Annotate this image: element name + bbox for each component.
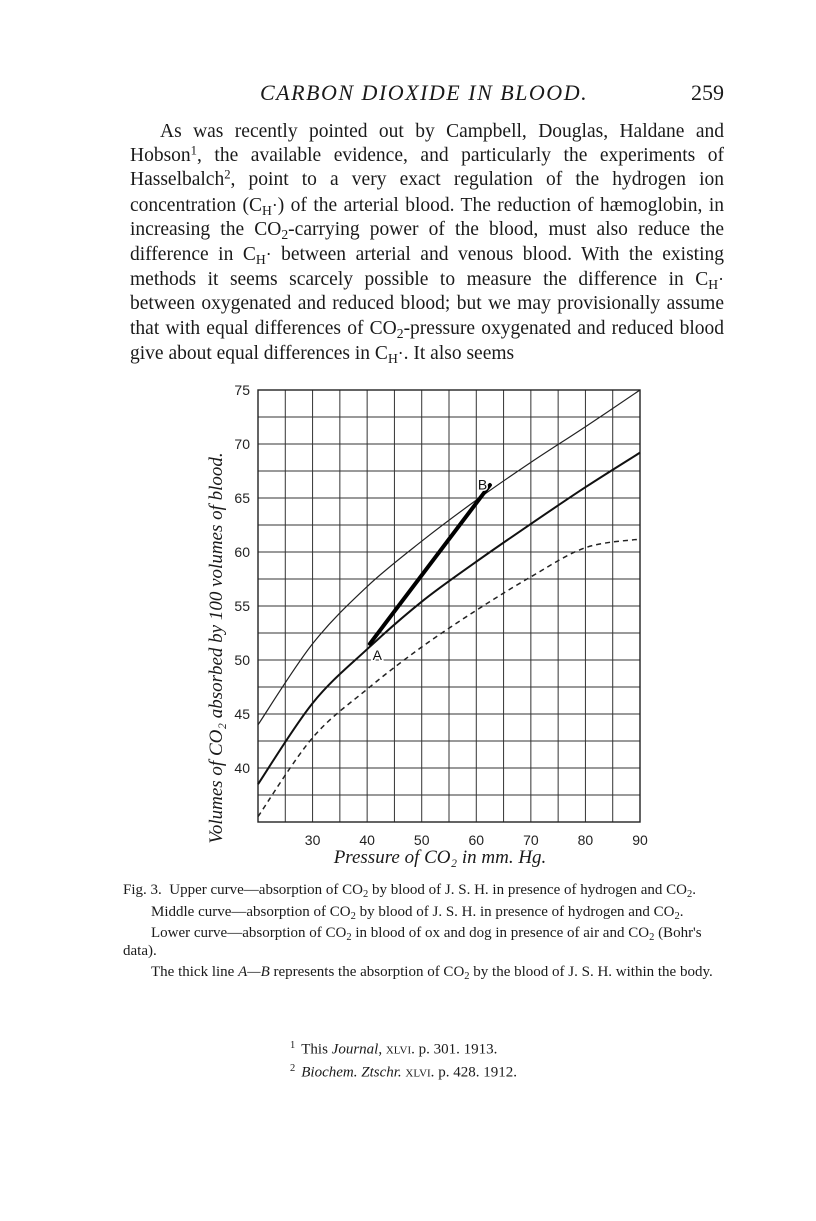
figure-3-chart xyxy=(180,370,660,880)
y-tick-label: 50 xyxy=(234,652,250,668)
figure-caption xyxy=(123,882,723,986)
point-label-a: A xyxy=(372,647,382,664)
page-header xyxy=(130,80,724,110)
chart-grid xyxy=(258,390,640,822)
caption-lower: Lower curve—absorption of $CO_2$ in blood of ox and dog in presence of air and $CO_2$ (Bohr's data). xyxy=(123,925,702,959)
footnote-1: $^1$ This Journal, xlvi. p. 301. 1913. xyxy=(290,1040,498,1058)
footnotes xyxy=(290,1036,517,1083)
x-tick-label: 90 xyxy=(632,832,648,848)
x-tick-label: 60 xyxy=(468,832,485,848)
page-number: 259 xyxy=(691,80,724,105)
y-tick-label: 75 xyxy=(234,382,250,398)
x-tick-label: 70 xyxy=(523,832,539,848)
caption-middle: Middle curve—absorption of $CO_2$ by blood of J. S. H. in presence of hydrogen and $CO_2$. xyxy=(151,903,684,922)
footnote-ref: 1 xyxy=(190,143,197,158)
running-title: CARBON DIOXIDE IN BLOOD. xyxy=(260,80,589,105)
y-tick-label: 65 xyxy=(234,490,250,506)
footnote-2: $^2$ Biochem. Ztschr. xlvi. p. 428. 1912. xyxy=(290,1063,517,1081)
y-tick-label: 60 xyxy=(234,544,250,560)
paragraph: As was recently pointed out by Campbell, Douglas, Haldane and Hobson$^1$, the available evidence, and particularly the experiments of Hasselbalch$^2$, point to a very exact regulation of the hydrogen ion concentration $(C_H\cdot)$ of the arterial blood. The reduction of hæmoglobin, in increasing the $CO_2$-carrying power of the blood, must also reduce the difference in $C_H\cdot$ between arterial and venous blood. With the existing methods it seems scarcely possible to measure the difference in $C_H\cdot$ between oxygenated and reduced blood; but we may provisionally assume that with equal differences of $CO_2$-pressure oxygenated and reduced blood give about equal differences in $C_H\cdot$. It also seems xyxy=(130,121,725,366)
x-axis-label: Pressure of CO₂ in mm. Hg. xyxy=(333,847,547,868)
x-tick-label: 40 xyxy=(359,832,375,848)
footnote-ref: 2 xyxy=(224,168,231,183)
x-tick-label: 80 xyxy=(577,832,594,848)
x-tick-label: 50 xyxy=(413,832,430,848)
y-tick-label: 55 xyxy=(234,598,250,614)
y-axis-label: Volumes of CO₂ absorbed by 100 volumes of blood. xyxy=(206,452,227,844)
body-text xyxy=(130,120,724,366)
chart-ticks xyxy=(234,382,648,848)
y-tick-label: 70 xyxy=(234,436,250,452)
y-tick-label: 45 xyxy=(234,706,250,722)
x-tick-label: 30 xyxy=(304,832,321,848)
caption-upper: Fig. 3. Upper curve—absorption of $CO_2$ by blood of J. S. H. in presence of hydrogen and $CO_2$. xyxy=(123,882,696,901)
point-label-b: B xyxy=(477,476,488,493)
y-tick-label: 40 xyxy=(234,760,250,776)
caption-thick-line: The thick line A—B represents the absorption of $CO_2$ by the blood of J. S. H. within the body. xyxy=(151,964,713,983)
